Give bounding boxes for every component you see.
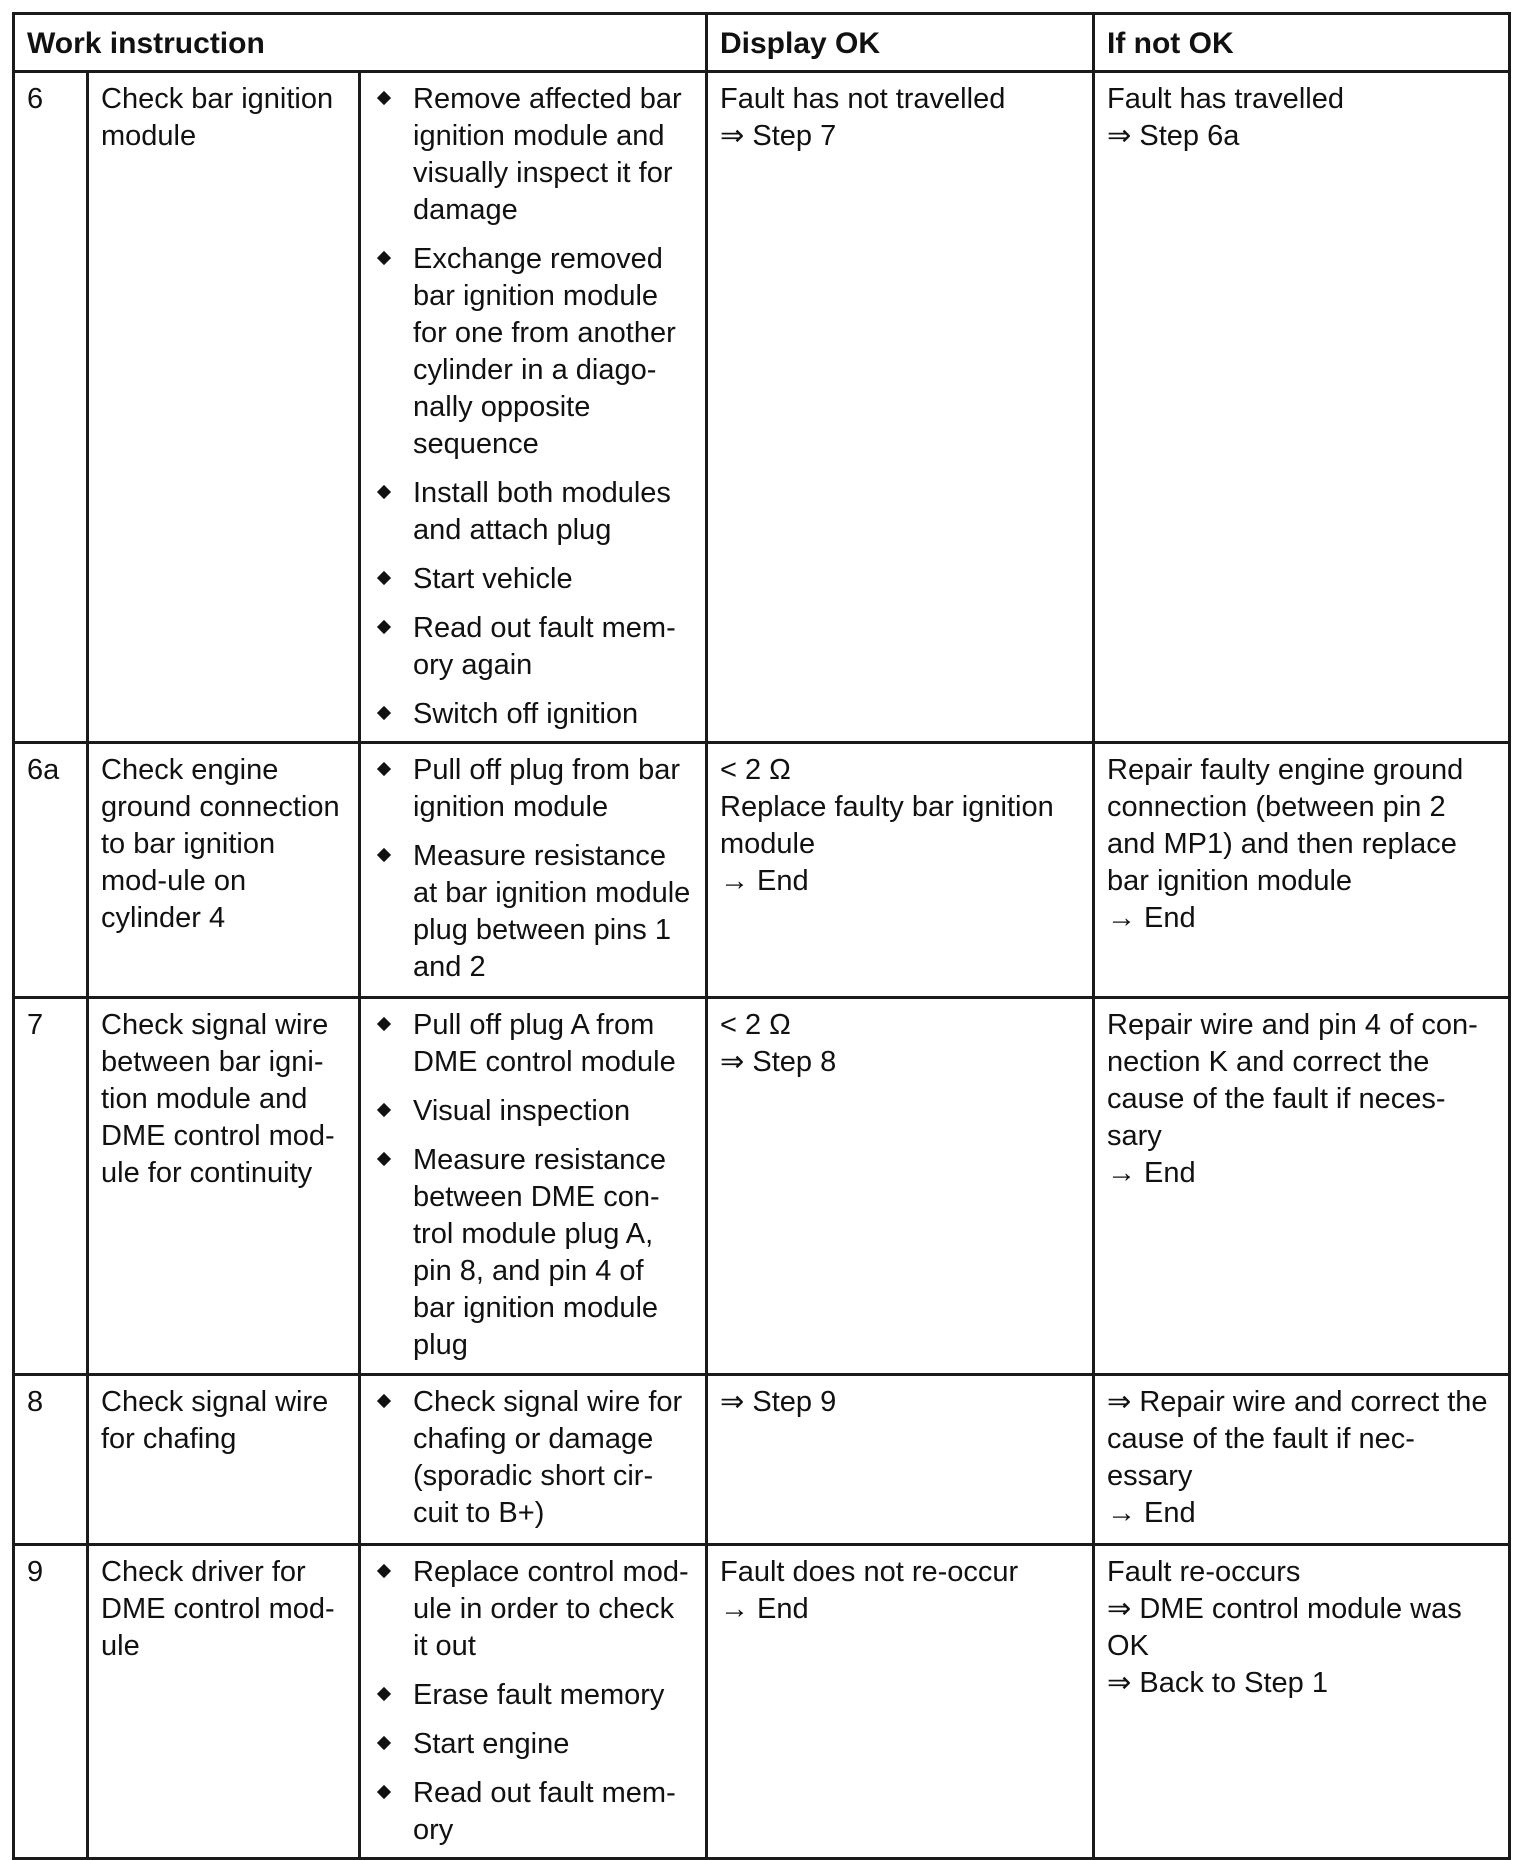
display-ok-line: Fault does not re-occur (720, 1556, 1019, 1588)
table-row (14, 743, 1510, 998)
display-ok-line: ⇒ Step 9 (720, 1386, 837, 1418)
action-item: Pull off plug from bar ignition module (373, 752, 693, 826)
display-ok-cell (707, 1375, 1094, 1545)
step-number: 9 (14, 1545, 88, 1859)
action-item: Start vehicle (373, 561, 693, 598)
action-item: Switch off ignition (373, 696, 693, 733)
step-number: 8 (14, 1375, 88, 1545)
action-item: Replace control mod-ule in order to check it out (373, 1554, 693, 1665)
bullet-diamond-icon (377, 485, 391, 499)
step-title: Check driver for DME control mod-ule (88, 1545, 360, 1859)
display-ok-line: ⇒ Step 8 (720, 1046, 837, 1078)
table-row (14, 72, 1510, 743)
bullet-diamond-icon (377, 1736, 391, 1750)
bullet-diamond-icon (377, 1152, 391, 1166)
header-work-instruction: Work instruction (14, 14, 707, 72)
display-ok-line: < 2 Ω (720, 1009, 791, 1041)
step-title: Check signal wire between bar igni-tion module and DME control mod-ule for continuity (88, 998, 360, 1375)
display-ok-line: → End (720, 1593, 809, 1625)
display-ok-cell (707, 743, 1094, 998)
if-not-ok-line: Repair wire and pin 4 of con-nection K and correct the cause of the fault if neces-sary (1107, 1009, 1478, 1152)
action-item: Start engine (373, 1726, 693, 1763)
action-item: Exchange removed bar ignition module for one from another cylinder in a diago-nally opposite sequence (373, 241, 693, 463)
display-ok-line: < 2 Ω (720, 754, 791, 786)
step-number: 6a (14, 743, 88, 998)
action-item: Check signal wire for chafing or damage (sporadic short cir-cuit to B+) (373, 1384, 693, 1532)
if-not-ok-line: Repair faulty engine ground connection (between pin 2 and MP1) and then replace bar ignition module (1107, 754, 1464, 897)
table-row (14, 1375, 1510, 1545)
action-list (373, 81, 693, 733)
display-ok-line: Replace faulty bar ignition module (720, 791, 1054, 860)
action-item: Remove affected bar ignition module and visually inspect it for damage (373, 81, 693, 229)
header-display-ok: Display OK (707, 14, 1094, 72)
if-not-ok-cell (1094, 998, 1510, 1375)
step-actions (360, 1375, 707, 1545)
bullet-diamond-icon (377, 1785, 391, 1799)
action-item: Read out fault mem-ory again (373, 610, 693, 684)
action-item: Visual inspection (373, 1093, 693, 1130)
display-ok-cell (707, 72, 1094, 743)
action-item: Read out fault mem-ory (373, 1775, 693, 1849)
bullet-diamond-icon (377, 620, 391, 634)
bullet-diamond-icon (377, 1687, 391, 1701)
action-list (373, 1007, 693, 1364)
step-actions (360, 1545, 707, 1859)
action-item: Measure resistance between DME con-trol module plug A, pin 8, and pin 4 of bar ignition module plug (373, 1142, 693, 1364)
if-not-ok-line: → End (1107, 902, 1196, 934)
action-item: Erase fault memory (373, 1677, 693, 1714)
if-not-ok-line: Fault re-occurs (1107, 1556, 1301, 1588)
step-title: Check engine ground connection to bar ignition mod-ule on cylinder 4 (88, 743, 360, 998)
if-not-ok-line: → End (1107, 1497, 1196, 1529)
step-number: 7 (14, 998, 88, 1375)
if-not-ok-cell (1094, 72, 1510, 743)
bullet-diamond-icon (377, 1017, 391, 1031)
step-actions (360, 743, 707, 998)
step-actions (360, 72, 707, 743)
action-list (373, 752, 693, 986)
action-item: Install both modules and attach plug (373, 475, 693, 549)
action-list (373, 1554, 693, 1849)
table-row (14, 998, 1510, 1375)
bullet-diamond-icon (377, 706, 391, 720)
display-ok-line: ⇒ Step 7 (720, 120, 837, 152)
if-not-ok-line: ⇒ DME control module was OK (1107, 1593, 1462, 1662)
bullet-diamond-icon (377, 571, 391, 585)
bullet-diamond-icon (377, 1564, 391, 1578)
work-instruction-sheet (12, 12, 1508, 1860)
if-not-ok-line: ⇒ Step 6a (1107, 120, 1240, 152)
if-not-ok-cell (1094, 743, 1510, 998)
work-instruction-table (12, 12, 1511, 1860)
bullet-diamond-icon (377, 251, 391, 265)
if-not-ok-line: ⇒ Back to Step 1 (1107, 1667, 1328, 1699)
action-list (373, 1384, 693, 1532)
if-not-ok-line: Fault has travelled (1107, 83, 1344, 115)
display-ok-line: → End (720, 865, 809, 897)
header-if-not-ok: If not OK (1094, 14, 1510, 72)
bullet-diamond-icon (377, 762, 391, 776)
bullet-diamond-icon (377, 91, 391, 105)
table-header-row (14, 14, 1510, 72)
bullet-diamond-icon (377, 848, 391, 862)
display-ok-cell (707, 1545, 1094, 1859)
if-not-ok-cell (1094, 1375, 1510, 1545)
action-item: Measure resistance at bar ignition module plug between pins 1 and 2 (373, 838, 693, 986)
if-not-ok-line: → End (1107, 1157, 1196, 1189)
bullet-diamond-icon (377, 1103, 391, 1117)
if-not-ok-line: ⇒ Repair wire and correct the cause of the fault if nec-essary (1107, 1386, 1488, 1492)
step-actions (360, 998, 707, 1375)
table-row (14, 1545, 1510, 1859)
step-title: Check signal wire for chafing (88, 1375, 360, 1545)
step-number: 6 (14, 72, 88, 743)
action-item: Pull off plug A from DME control module (373, 1007, 693, 1081)
display-ok-cell (707, 998, 1094, 1375)
step-title: Check bar ignition module (88, 72, 360, 743)
bullet-diamond-icon (377, 1394, 391, 1408)
display-ok-line: Fault has not travelled (720, 83, 1006, 115)
if-not-ok-cell (1094, 1545, 1510, 1859)
